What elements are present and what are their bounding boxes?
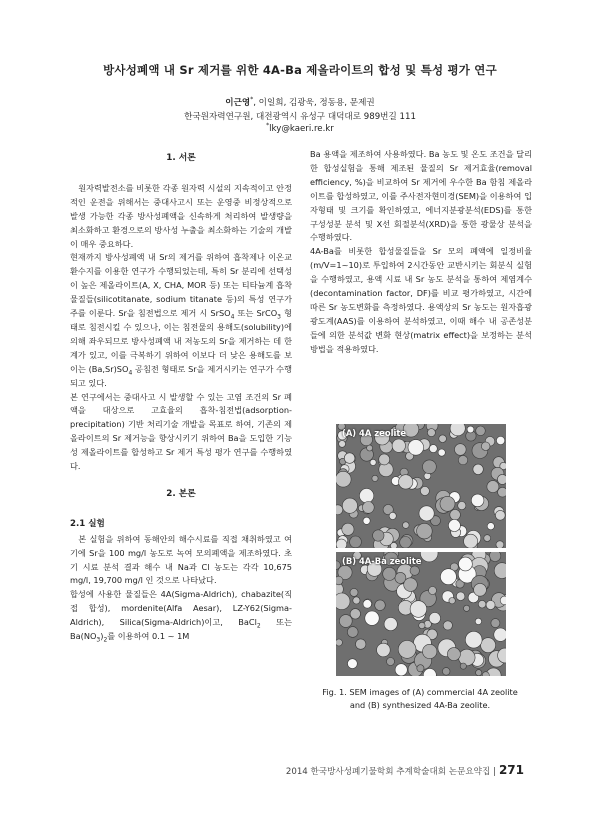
sem-image-a xyxy=(336,424,506,548)
experiment-paragraph-4: 4A-Ba를 비롯한 합성물질들을 Sr 모의 폐액에 일정비율(m/V=1~10)로 투입하여 2시간동안 교반시키는 회분식 실험을 수행하였고, 용액 시료 내 Sr 농도 분석을 통하여 제염계수(decontamination factor, DF)를 비교 평가하였고, 시간에 따른 Sr 농도변화를 측정하였다. 용액상의 Sr 농도는 원자흡광광도계(AAS)를 이용하여 분석하였고, 이때 해수 내 공존성분들에 의한 분석값 변화 현상(matrix effect)을 보정하는 분석방법을 적용하였다. xyxy=(310,246,532,354)
sem-particle xyxy=(363,600,372,609)
sem-particle xyxy=(474,583,487,596)
sem-particle xyxy=(417,523,433,539)
sem-particle xyxy=(353,597,360,604)
sem-particle xyxy=(336,505,343,515)
sem-particle xyxy=(450,424,465,436)
sem-particle xyxy=(495,510,505,520)
sem-particle xyxy=(336,593,350,610)
sem-particle xyxy=(350,536,362,548)
sem-particle xyxy=(356,639,366,649)
sem-particle xyxy=(458,455,467,464)
sem-particle xyxy=(423,644,437,658)
sem-particle xyxy=(420,552,438,562)
subsection-heading-experiment: 2.1 실험 xyxy=(70,518,105,529)
author-list xyxy=(0,96,600,108)
sem-particle xyxy=(450,510,461,521)
co-authors: , 이일희, 김광욱, 정동용, 문제권 xyxy=(253,98,375,108)
sem-particle xyxy=(377,643,391,657)
figure-caption: Fig. 1. SEM images of (A) commercial 4A zeolite and (B) synthesized 4A-Ba zeolite. xyxy=(322,687,518,710)
sem-particle xyxy=(404,578,418,592)
sem-particle xyxy=(373,530,384,541)
sem-panel-b xyxy=(336,552,506,676)
sem-particle xyxy=(482,672,489,676)
sem-particle xyxy=(458,502,466,510)
sem-particle xyxy=(348,659,358,669)
sem-particle xyxy=(387,658,395,666)
sem-particle xyxy=(442,668,450,676)
sem-particle xyxy=(375,600,386,611)
sem-particle xyxy=(379,454,390,465)
contact-email-line xyxy=(0,124,600,134)
sem-particle xyxy=(395,664,407,676)
sem-particle xyxy=(487,481,499,493)
sem-particle xyxy=(500,596,506,605)
experiment-paragraph-1: 본 실험을 위하여 동해안의 해수시료를 직접 채취하였고 여기에 Sr을 100 mg/l 농도로 녹여 모의폐액을 제조하였다. 초기 시료 분석 결과 해수 내 Na과 Cl 농도는 각각 10,675 mg/l, 19,700 mg/l 인 것으로 나타났다. xyxy=(70,533,292,586)
sem-particle xyxy=(389,512,396,519)
proceedings-title: 2014 한국방사성폐기물학회 추계학술대회 논문요약집 xyxy=(285,767,491,777)
sem-particle xyxy=(427,429,435,437)
sem-particle xyxy=(489,552,500,562)
sem-particle xyxy=(491,619,500,628)
sem-particle xyxy=(392,439,405,452)
sem-particle xyxy=(459,557,473,571)
sem-particle xyxy=(440,569,456,585)
sem-particle xyxy=(498,487,506,497)
sem-particle xyxy=(429,587,437,595)
section-heading-introduction: 1. 서론 xyxy=(166,153,196,163)
sem-particle xyxy=(481,442,490,451)
sem-particle xyxy=(439,435,447,443)
sem-particle xyxy=(487,523,494,530)
sem-particle xyxy=(420,487,429,496)
sem-particle xyxy=(400,537,412,549)
sem-figure xyxy=(336,424,506,676)
paper-title: 방사성폐액 내 Sr 제거를 위한 4A-Ba 제올라이트의 합성 및 특성 평가 연구 xyxy=(103,63,497,77)
sem-particle xyxy=(429,445,437,453)
sem-particle xyxy=(336,471,351,487)
left-column xyxy=(70,148,292,644)
sem-particle xyxy=(383,567,396,580)
sem-particle xyxy=(476,670,482,676)
sem-particle xyxy=(475,618,481,624)
sem-particle xyxy=(365,611,379,625)
sem-particle xyxy=(438,449,445,456)
sem-particle xyxy=(456,592,465,601)
sem-particle xyxy=(423,460,437,474)
sem-particle xyxy=(336,639,342,646)
sem-particle xyxy=(494,563,506,579)
sem-particle xyxy=(460,663,466,669)
sem-particle xyxy=(403,522,410,529)
sem-particle xyxy=(447,648,460,661)
page-number: 271 xyxy=(498,763,524,777)
sem-panel-a xyxy=(336,424,506,548)
sem-particle xyxy=(342,498,357,513)
sem-particle xyxy=(494,628,506,641)
right-column xyxy=(310,148,532,357)
sem-particle xyxy=(399,475,413,489)
sem-particle xyxy=(372,475,378,481)
intro-paragraph-1: 원자력발전소를 비롯한 각종 원자력 시설의 지속적이고 안정적인 운전을 위해서는 중대사고시 또는 운영중 비정상적으로 발생 가능한 각종 방사성폐액을 신속하게 처리하여 발생량을 최소화하고 환경으로의 방사성 누출을 최소화하는 기술의 개발이 매우 중요하다. xyxy=(70,182,292,249)
sem-particle xyxy=(384,618,397,631)
sem-particle xyxy=(429,613,440,624)
page-footer xyxy=(286,763,524,777)
sem-image-b xyxy=(336,552,506,676)
sem-particle xyxy=(339,441,346,448)
sem-particle xyxy=(464,534,478,548)
panel-a-label: (A) 4A zeolite xyxy=(342,428,407,438)
sem-particle xyxy=(496,436,504,444)
sem-particle xyxy=(476,426,486,436)
sem-particle xyxy=(336,576,343,585)
sem-particle xyxy=(484,535,491,542)
sem-particle xyxy=(419,506,434,521)
panel-b-label: (B) 4A-Ba zeolite xyxy=(342,556,422,566)
sem-particle xyxy=(440,496,455,511)
sem-particle xyxy=(465,631,482,648)
sem-particle xyxy=(459,649,476,666)
sem-particle xyxy=(417,665,424,672)
sem-particle xyxy=(339,615,352,628)
sem-particle xyxy=(363,517,370,524)
corresponding-mark: * xyxy=(250,96,254,104)
sem-particle xyxy=(336,539,347,548)
contact-email: lky@kaeri.re.kr xyxy=(269,124,334,134)
sem-particle xyxy=(370,459,376,465)
lead-author: 이근영 xyxy=(225,98,251,108)
sem-particle xyxy=(347,627,358,638)
sem-particle xyxy=(473,464,483,474)
experiment-paragraph-3: Ba 용액을 제조하여 사용하였다. Ba 농도 및 온도 조건을 달리한 합성실험을 통해 제조된 물질의 Sr 제거효율(removal efficiency, %)을 비교하여 Sr 제거에 우수한 Ba 함침 제올라이트를 합성하였고, 이를 주사전자현미경(SEM)을 이용하여 입자형태 및 크기를 확인하였고, 에너지분광분석(EDS)를 통한 구성성분 분석 및 X선 회절분석(XRD)을 통한 광물상 분석을 수행하였다. xyxy=(310,149,532,243)
sem-particle xyxy=(342,523,354,535)
sem-particle xyxy=(362,502,374,514)
sem-particle xyxy=(481,638,496,653)
sem-particle xyxy=(410,566,419,575)
sem-particle xyxy=(419,622,425,628)
sem-particle xyxy=(344,453,355,464)
footer-separator: | xyxy=(493,767,496,777)
sem-particle xyxy=(410,601,427,618)
sem-particle xyxy=(471,494,484,507)
affiliation: 한국원자력연구원, 대전광역시 유성구 대덕대로 989번길 111 xyxy=(184,112,416,122)
sem-particle xyxy=(464,605,470,611)
sem-particle xyxy=(467,426,474,433)
sem-particle xyxy=(350,588,358,596)
sem-particle xyxy=(448,520,460,532)
sem-particle xyxy=(497,474,506,484)
section-heading-body: 2. 본론 xyxy=(166,488,196,499)
sem-particle xyxy=(398,641,416,659)
sem-particle xyxy=(455,444,467,456)
sem-particle xyxy=(408,440,424,456)
sem-particle xyxy=(449,598,455,604)
sem-particle xyxy=(359,489,373,503)
email-mark: * xyxy=(266,122,270,130)
intro-paragraph-2: 현재까지 방사성폐액 내 Sr의 제거를 위하여 흡착제나 이온교환수지를 이용한 연구가 수행되었는데, 특히 Sr 분리에 선택성이 높은 제올라이트(A, X, CHA, MOR 등) 또는 티타늄계 흡착물질들(silicotitanate, sodium titanate 등)의 특성 연구가 주를 이룬다. Sr을 침전법으로 제거 시 SrSO$_4$ 또는 SrCO$_3$ 형태로 침전시킬 수 있으나, 이는 침전물의 용해도(solubility)에 의해 좌우되므로 방사성폐액 내 저농도의 Sr을 제거하는 데 한계가 있고, 이를 극복하기 위하여 이보다 더 낮은 용해도를 보이는 $(Ba,Sr)SO_4$ 공침전 형태로 Sr을 제거시키는 연구가 수행되고 있다. xyxy=(70,252,292,388)
sem-particle xyxy=(496,541,504,548)
sem-particle xyxy=(486,601,495,610)
sem-particle xyxy=(478,600,486,608)
sem-particle xyxy=(423,669,436,677)
sem-particle xyxy=(350,609,360,619)
intro-paragraph-3: 본 연구에서는 중대사고 시 발생할 수 있는 고염 조건의 Sr 폐액을 대상으로 고효율의 흡착-침전법(adsorption-precipitation) 기반 처리기술 개발을 목표로 하여, 기존의 제올라이트의 Sr 제거능을 향상시키기 위하여 Ba을 도입한 기능성 제올라이트를 합성하고 Sr 제거 특성 평가 연구를 수행하였다. xyxy=(70,391,292,472)
sem-particle xyxy=(443,621,452,630)
experiment-paragraph-2: 합성에 사용한 물질들은 4A(Sigma-Aldrich), chabazite(직접 합성), mordenite(Alfa Aesar), LZ-Y62(Sigma-Aldrich), Silica(Sigma-Aldrich)이고, BaCl$_2$ 또는 $Ba(NO_3)_2$를 이용하여 0.1 ~ 1M xyxy=(70,589,292,644)
